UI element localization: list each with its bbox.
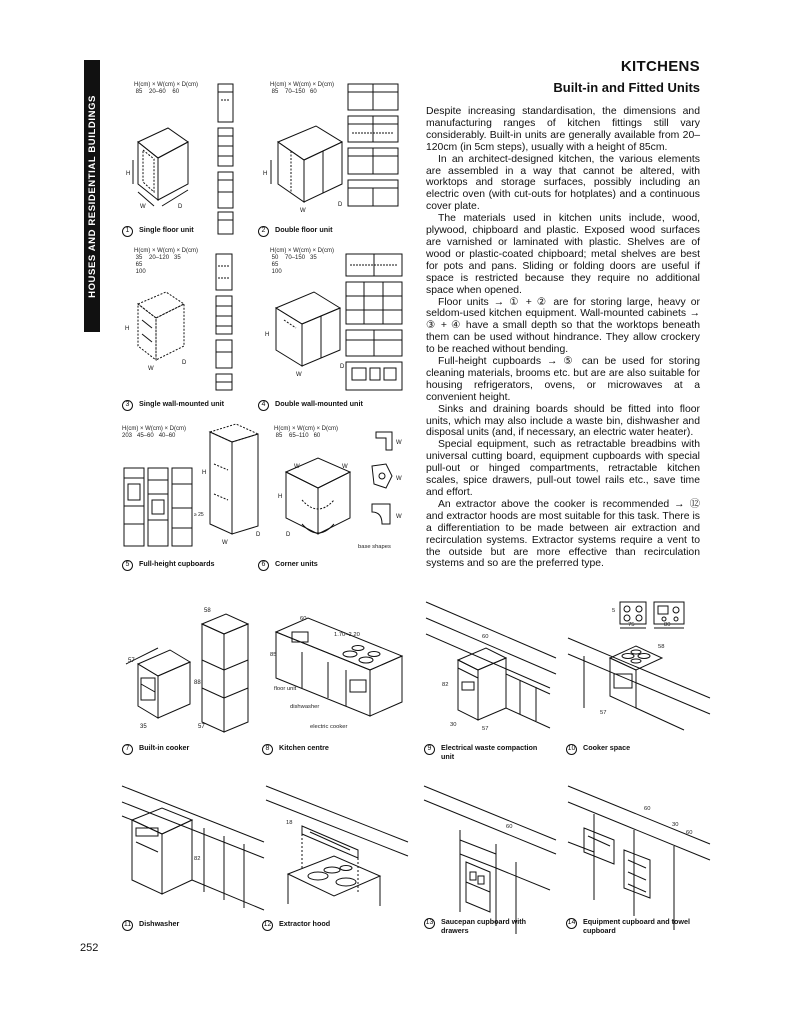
svg-text:57: 57: [198, 724, 205, 730]
svg-text:H: H: [125, 326, 130, 332]
figure-number: 3: [122, 400, 133, 411]
caption-text: Kitchen centre: [279, 743, 329, 752]
side-tab: [84, 60, 100, 332]
svg-text:D: D: [338, 202, 343, 208]
figure-full-height-cupboards: [118, 424, 268, 576]
figure-caption: [258, 226, 333, 237]
figure-number: 14: [566, 918, 577, 929]
figure-caption: [122, 226, 194, 237]
section-title: Built-in and Fitted Units: [553, 80, 700, 95]
double-floor-unit-drawing: [256, 80, 406, 240]
page-number: 252: [80, 942, 99, 954]
svg-text:W: W: [396, 476, 402, 482]
figure-caption: [262, 920, 330, 931]
figure-number: 8: [262, 744, 273, 755]
paragraph: Floor units → ① + ② are for storing large, heavy or seldom-used kitchen equipment. Wall-mounted cabinets → ③ + ④ have a small depth so that the worktops beneath them can be used without hindrance. They allow crockery to be reached without bending.: [426, 296, 700, 356]
dim-label: 85: [270, 652, 277, 658]
figure-equipment-towel-cupboard: [564, 780, 714, 956]
figure-caption: [258, 560, 318, 571]
paragraph: An extractor above the cooker is recommended → ⑫ and extractor hoods are most suitable for this task. There is a differentiation to be made between air extraction and recirculation systems. Extractor systems require a vent to the outside but are more effective than recirculation systems and so are the preferred type.: [426, 498, 700, 570]
single-wall-unit-drawing: [118, 248, 258, 413]
caption-text: Full-height cupboards: [139, 559, 215, 568]
dim-label: 80: [664, 622, 671, 628]
caption-text: Built-in cooker: [139, 743, 190, 752]
dimension-table: H(cm) × W(cm) × D(cm) 50 70–150 35 65 100: [270, 248, 334, 275]
dim-label: 57: [600, 710, 607, 716]
svg-text:D: D: [178, 204, 183, 210]
chapter-title: KITCHENS: [620, 58, 700, 75]
figure-number: 7: [122, 744, 133, 755]
dim-label: 30: [450, 722, 457, 728]
dim-label: 75: [628, 622, 635, 628]
dim-label: 60: [506, 824, 513, 830]
dim-label: 30: [672, 822, 679, 828]
figure-single-floor-unit: [118, 80, 243, 240]
paragraph: In an architect-designed kitchen, the various elements are assembled in a way that cannot be altered, with worktops and storage surfaces, possibly including an electric oven (with cut-outs for hotplates) and a continuous cover plate.: [426, 153, 700, 213]
svg-text:W: W: [342, 464, 348, 470]
svg-text:W: W: [396, 514, 402, 520]
svg-text:W: W: [296, 372, 302, 378]
paragraph: Sinks and draining boards should be fitted into floor units, which may also include a waste bin, dishwasher and disposal units (and, if necessary, an electric water heater).: [426, 403, 700, 439]
figure-saucepan-cupboard: [420, 780, 560, 956]
figure-caption: [262, 744, 329, 755]
figure-number: 5: [122, 560, 133, 571]
figure-number: 4: [258, 400, 269, 411]
caption-text: Equipment cupboard and towel cupboard: [583, 917, 691, 935]
dimension-table: H(cm) × W(cm) × D(cm) 85 70–150 60: [270, 82, 334, 95]
dim-label: 60: [644, 806, 651, 812]
dim-label: 82: [442, 682, 449, 688]
dim-label: 58: [658, 644, 665, 650]
figure-corner-units: [256, 424, 412, 576]
svg-text:57: 57: [128, 658, 135, 664]
figure-dishwasher: [118, 780, 268, 940]
svg-text:W: W: [294, 464, 300, 470]
dim-label: 1.70–2.20: [334, 632, 360, 638]
dim-label: 60: [482, 634, 489, 640]
svg-text:88: 88: [194, 680, 201, 686]
paragraph: Full-height cupboards → ⑤ can be used for storing cleaning materials, brooms etc. but are are also suitable for housing refrigerators, ovens, or microwaves at a convenient height.: [426, 356, 700, 403]
figure-number: 10: [566, 744, 577, 755]
dimension-table: H(cm) × W(cm) × D(cm) 85 20–60 60: [134, 82, 198, 95]
figure-extractor-hood: [262, 780, 412, 940]
caption-text: Electrical waste compaction unit: [441, 743, 538, 761]
svg-text:≥ 25: ≥ 25: [194, 512, 204, 518]
full-height-cupboards-drawing: [118, 424, 268, 576]
dimension-table: H(cm) × W(cm) × D(cm) 203 45–60 40–60: [122, 426, 186, 439]
caption-text: Double floor unit: [275, 225, 333, 234]
figure-double-floor-unit: [256, 80, 406, 240]
single-floor-unit-drawing: [118, 80, 243, 240]
svg-text:W: W: [148, 366, 154, 372]
caption-text: Cooker space: [583, 743, 631, 752]
figure-number: 6: [258, 560, 269, 571]
svg-text:W: W: [396, 440, 402, 446]
figure-caption: [424, 744, 541, 761]
figure-number: 11: [122, 920, 133, 931]
corner-units-drawing: [256, 424, 412, 576]
figure-caption: [122, 920, 179, 931]
caption-text: Corner units: [275, 559, 318, 568]
caption-text: Dishwasher: [139, 919, 180, 928]
caption-text: Extractor hood: [279, 919, 331, 928]
dim-label: 18: [286, 820, 293, 826]
paragraph: Despite increasing standardisation, the dimensions and manufacturing ranges of kitchen fittings still vary considerably. Built-in units are generally available from 20–120cm (in 5cm steps), usually with a height of 85cm.: [426, 106, 700, 153]
side-tab-label: HOUSES AND RESIDENTIAL BUILDINGS: [86, 94, 98, 298]
figure-kitchen-centre: [262, 604, 412, 760]
figure-caption: [566, 744, 630, 755]
caption-text: Single wall-mounted unit: [139, 399, 225, 408]
dim-label: 60: [686, 830, 693, 836]
figure-built-in-cooker: [118, 604, 270, 760]
svg-text:D: D: [182, 360, 187, 366]
figure-caption: [122, 744, 189, 755]
svg-text:W: W: [300, 208, 306, 214]
paragraph: The materials used in kitchen units include, wood, plywood, chipboard and plastic. Exposed wood surfaces are varnished or laminated with plastic. Shelves are of wood or plastic-coated chipboard; metal shelves are best for pots and pans. Sliding or folding doors are useful if space is restricted because they require no additional space when opened.: [426, 213, 700, 296]
svg-text:H: H: [202, 470, 207, 476]
svg-text:H: H: [126, 171, 131, 177]
base-shapes-label: base shapes: [358, 544, 391, 550]
extractor-hood-drawing: [262, 780, 412, 940]
caption-text: Single floor unit: [139, 225, 194, 234]
dim-label: 82: [194, 856, 201, 862]
caption-text: Double wall-mounted unit: [275, 399, 363, 408]
figure-caption: [258, 400, 363, 411]
body-text: [426, 106, 700, 570]
svg-text:H: H: [263, 171, 268, 177]
svg-text:W: W: [140, 204, 146, 210]
kitchen-centre-drawing: [262, 604, 412, 760]
figure-caption: [566, 918, 701, 935]
figure-waste-compaction-unit: [420, 598, 560, 768]
svg-text:58: 58: [204, 608, 211, 614]
dim-label: 60: [300, 616, 307, 622]
figure-number: 1: [122, 226, 133, 237]
svg-text:D: D: [256, 532, 261, 538]
figure-number: 13: [424, 918, 435, 929]
paragraph: Special equipment, such as retractable breadbins with universal cutting board, equipment cupboards with special pull-out or hinged compartments, retractable kitchen scales, spice drawers, pull-out towel rails etc., save time and effort.: [426, 439, 700, 498]
svg-text:D: D: [286, 532, 291, 538]
dim-label: 5: [612, 608, 616, 614]
svg-text:W: W: [222, 540, 228, 546]
svg-text:35: 35: [140, 724, 147, 730]
figure-cooker-space: [564, 598, 714, 768]
svg-text:H: H: [265, 332, 270, 338]
built-in-cooker-drawing: [118, 604, 270, 760]
dim-label: 57: [482, 726, 489, 732]
figure-number: 9: [424, 744, 435, 755]
figure-single-wall-unit: [118, 248, 258, 413]
floor-unit-label: floor unit: [274, 686, 297, 692]
svg-text:H: H: [278, 494, 283, 500]
dishwasher-label: dishwasher: [290, 704, 320, 710]
dishwasher-drawing: [118, 780, 268, 940]
double-wall-unit-drawing: [256, 248, 412, 413]
svg-text:D: D: [340, 364, 345, 370]
figure-caption: [122, 560, 214, 571]
dimension-table: H(cm) × W(cm) × D(cm) 35 20–120 35 65 100: [134, 248, 198, 275]
figure-number: 12: [262, 920, 273, 931]
figure-caption: [122, 400, 224, 411]
figure-number: 2: [258, 226, 269, 237]
electric-cooker-label: electric cooker: [310, 724, 348, 730]
figure-double-wall-unit: [256, 248, 412, 413]
figure-caption: [424, 918, 553, 935]
dimension-table: H(cm) × W(cm) × D(cm) 85 65–110 60: [274, 426, 338, 439]
caption-text: Saucepan cupboard with drawers: [441, 917, 527, 935]
